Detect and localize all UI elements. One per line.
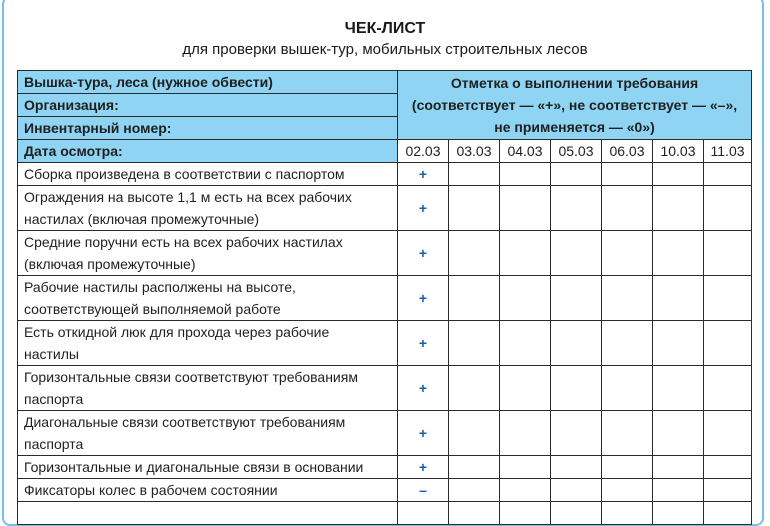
mark-cell-empty[interactable]	[500, 231, 551, 276]
page-subtitle: для проверки вышек-тур, мобильных строительных лесов	[182, 41, 588, 58]
mark-cell-empty[interactable]	[704, 479, 752, 502]
mark-cell-empty[interactable]	[551, 321, 602, 366]
mark-cell-empty[interactable]	[551, 366, 602, 411]
requirement-line: соответствующей выполняемой работе	[24, 301, 281, 317]
mark-cell[interactable]: +	[398, 366, 449, 411]
date-cell: 10.03	[653, 140, 704, 163]
requirements-body	[18, 163, 752, 525]
date-cell: 06.03	[602, 140, 653, 163]
mark-cell-empty[interactable]	[704, 276, 752, 321]
requirement-line: паспорта	[24, 436, 84, 452]
requirement-line: Рабочие настилы располжены на высоте,	[24, 279, 296, 295]
date-row	[18, 140, 752, 163]
requirement-text	[18, 231, 398, 276]
info-row-tower	[18, 71, 752, 94]
requirement-line: Диагональные связи соответствуют требованиям	[24, 414, 346, 430]
requirement-line: Горизонтальные и диагональные связи в основании	[24, 459, 364, 475]
mark-cell-empty[interactable]	[551, 231, 602, 276]
date-cell: 05.03	[551, 140, 602, 163]
mark-header-line-3: не применяется — «0»)	[494, 119, 655, 135]
table-row	[18, 276, 752, 321]
mark-cell-empty[interactable]	[551, 479, 602, 502]
requirement-line: Ограждения на высоте 1,1 м есть на всех рабочих	[24, 189, 352, 205]
requirement-text	[18, 411, 398, 456]
mark-cell-empty[interactable]	[602, 321, 653, 366]
requirement-line: настилах (включая промежуточные)	[24, 211, 260, 227]
mark-cell-empty[interactable]	[602, 276, 653, 321]
requirement-line: паспорта	[24, 391, 84, 407]
mark-cell[interactable]: –	[398, 479, 449, 502]
mark-cell[interactable]: +	[398, 456, 449, 479]
mark-cell[interactable]: +	[398, 411, 449, 456]
mark-header-line-2: (соответствует — «+», не соответствует — «–»,	[411, 97, 738, 113]
date-cell: 02.03	[398, 140, 449, 163]
mark-cell-empty[interactable]	[449, 231, 500, 276]
requirement-text	[18, 186, 398, 231]
mark-cell-empty[interactable]	[653, 456, 704, 479]
table-row	[18, 321, 752, 366]
requirement-line: Фиксаторы колес в рабочем состоянии	[24, 482, 278, 498]
mark-cell-empty[interactable]	[500, 456, 551, 479]
mark-cell-empty[interactable]	[449, 276, 500, 321]
mark-cell-empty[interactable]	[551, 502, 602, 525]
mark-cell-empty[interactable]	[551, 411, 602, 456]
date-cell: 03.03	[449, 140, 500, 163]
mark-cell-empty[interactable]	[602, 502, 653, 525]
mark-cell-empty[interactable]	[500, 502, 551, 525]
requirement-text	[18, 479, 398, 502]
table-row	[18, 231, 752, 276]
requirement-line: (включая промежуточные)	[24, 256, 196, 272]
mark-cell-empty[interactable]	[449, 411, 500, 456]
table-row	[18, 411, 752, 456]
mark-cell[interactable]: +	[398, 231, 449, 276]
requirement-line	[24, 502, 391, 524]
requirement-line: Сборка произведена в соответствии с паспортом	[24, 166, 345, 182]
date-cell: 11.03	[704, 140, 752, 163]
mark-cell-empty[interactable]	[653, 479, 704, 502]
requirement-text	[18, 163, 398, 186]
mark-cell-empty[interactable]	[602, 163, 653, 186]
mark-cell-empty[interactable]	[602, 456, 653, 479]
requirement-text	[18, 366, 398, 411]
mark-header	[398, 71, 752, 140]
mark-cell-empty[interactable]	[704, 231, 752, 276]
info-label-inventory: Инвентарный номер:	[18, 117, 398, 140]
mark-cell[interactable]: +	[398, 321, 449, 366]
mark-cell-empty[interactable]	[602, 479, 653, 502]
mark-cell-empty[interactable]	[500, 479, 551, 502]
mark-cell-empty[interactable]	[704, 411, 752, 456]
mark-cell-empty[interactable]	[500, 186, 551, 231]
mark-cell-empty[interactable]	[500, 163, 551, 186]
requirement-text	[18, 456, 398, 479]
mark-cell-empty[interactable]	[602, 186, 653, 231]
mark-cell[interactable]: +	[398, 186, 449, 231]
info-label-tower: Вышка-тура, леса (нужное обвести)	[18, 71, 398, 94]
mark-cell-empty[interactable]	[449, 456, 500, 479]
requirement-text	[18, 276, 398, 321]
mark-cell-empty[interactable]	[704, 456, 752, 479]
mark-header-line-1: Отметка о выполнении требования	[450, 75, 699, 91]
mark-cell-empty[interactable]	[500, 411, 551, 456]
mark-cell-empty[interactable]	[500, 276, 551, 321]
requirement-line: Средние поручни есть на всех рабочих настилах	[24, 234, 343, 250]
mark-cell-empty[interactable]	[704, 502, 752, 525]
mark-cell-empty[interactable]	[449, 502, 500, 525]
mark-cell[interactable]: +	[398, 163, 449, 186]
requirement-line: настилы	[24, 346, 79, 362]
mark-cell-empty[interactable]	[500, 321, 551, 366]
mark-cell-empty[interactable]	[449, 163, 500, 186]
date-cell: 04.03	[500, 140, 551, 163]
mark-cell-empty[interactable]	[602, 411, 653, 456]
requirement-text	[18, 321, 398, 366]
mark-cell-empty[interactable]	[704, 163, 752, 186]
mark-cell-empty[interactable]	[653, 231, 704, 276]
table-row	[18, 163, 752, 186]
mark-cell-empty[interactable]	[653, 276, 704, 321]
mark-cell-empty[interactable]	[551, 456, 602, 479]
table-row	[18, 479, 752, 502]
info-label-organization: Организация:	[18, 94, 398, 117]
requirement-line: Горизонтальные связи соответствуют требованиям	[24, 369, 358, 385]
mark-cell-empty[interactable]	[602, 231, 653, 276]
mark-cell-empty[interactable]	[653, 366, 704, 411]
requirement-line: Есть откидной люк для прохода через рабочие	[24, 324, 330, 340]
checklist-table	[17, 70, 752, 525]
mark-cell-empty[interactable]	[551, 276, 602, 321]
mark-cell-empty[interactable]	[653, 163, 704, 186]
mark-cell-empty[interactable]	[653, 321, 704, 366]
table-row	[18, 456, 752, 479]
page-title: ЧЕК-ЛИСТ	[344, 20, 426, 37]
mark-cell-empty[interactable]	[449, 321, 500, 366]
mark-cell-empty[interactable]	[653, 502, 704, 525]
mark-cell-empty[interactable]	[704, 366, 752, 411]
table-row	[18, 502, 752, 525]
mark-cell-empty[interactable]	[449, 479, 500, 502]
mark-cell-empty[interactable]	[704, 186, 752, 231]
table-row	[18, 366, 752, 411]
mark-cell-empty[interactable]	[449, 186, 500, 231]
mark-cell[interactable]	[398, 502, 449, 525]
mark-cell-empty[interactable]	[704, 321, 752, 366]
mark-cell-empty[interactable]	[449, 366, 500, 411]
mark-cell[interactable]: +	[398, 276, 449, 321]
mark-cell-empty[interactable]	[500, 366, 551, 411]
requirement-text	[18, 502, 398, 525]
mark-cell-empty[interactable]	[551, 186, 602, 231]
mark-cell-empty[interactable]	[602, 366, 653, 411]
mark-cell-empty[interactable]	[551, 163, 602, 186]
mark-cell-empty[interactable]	[653, 186, 704, 231]
table-row	[18, 186, 752, 231]
mark-cell-empty[interactable]	[653, 411, 704, 456]
date-label: Дата осмотра:	[18, 140, 398, 163]
